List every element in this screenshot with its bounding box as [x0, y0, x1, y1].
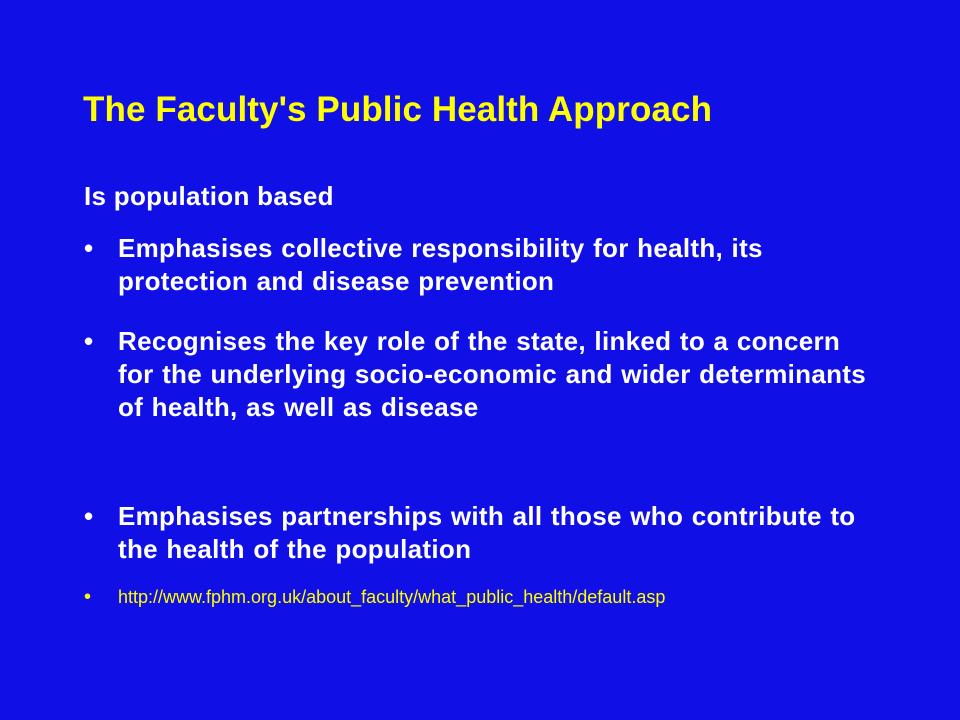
- source-link[interactable]: http://www.fphm.org.uk/about_faculty/what_public_health/default.asp: [118, 587, 666, 607]
- bullet-text: Emphasises partnerships with all those who contribute to the health of the population: [118, 501, 856, 564]
- bullet-text: Recognises the key role of the state, linked to a concern for the underlying socio-economic and wider determinants of health, as well as disease: [118, 326, 867, 422]
- bullet-marker: •: [84, 326, 94, 356]
- lead-statement: Is population based: [84, 181, 334, 211]
- bullet-text: Emphasises collective responsibility for health, its protection and disease prevention: [118, 233, 763, 296]
- slide-title: The Faculty's Public Health Approach: [83, 90, 713, 129]
- bullet-marker: •: [84, 501, 94, 531]
- bullet-marker: •: [84, 586, 92, 608]
- bullet-marker: •: [84, 233, 94, 263]
